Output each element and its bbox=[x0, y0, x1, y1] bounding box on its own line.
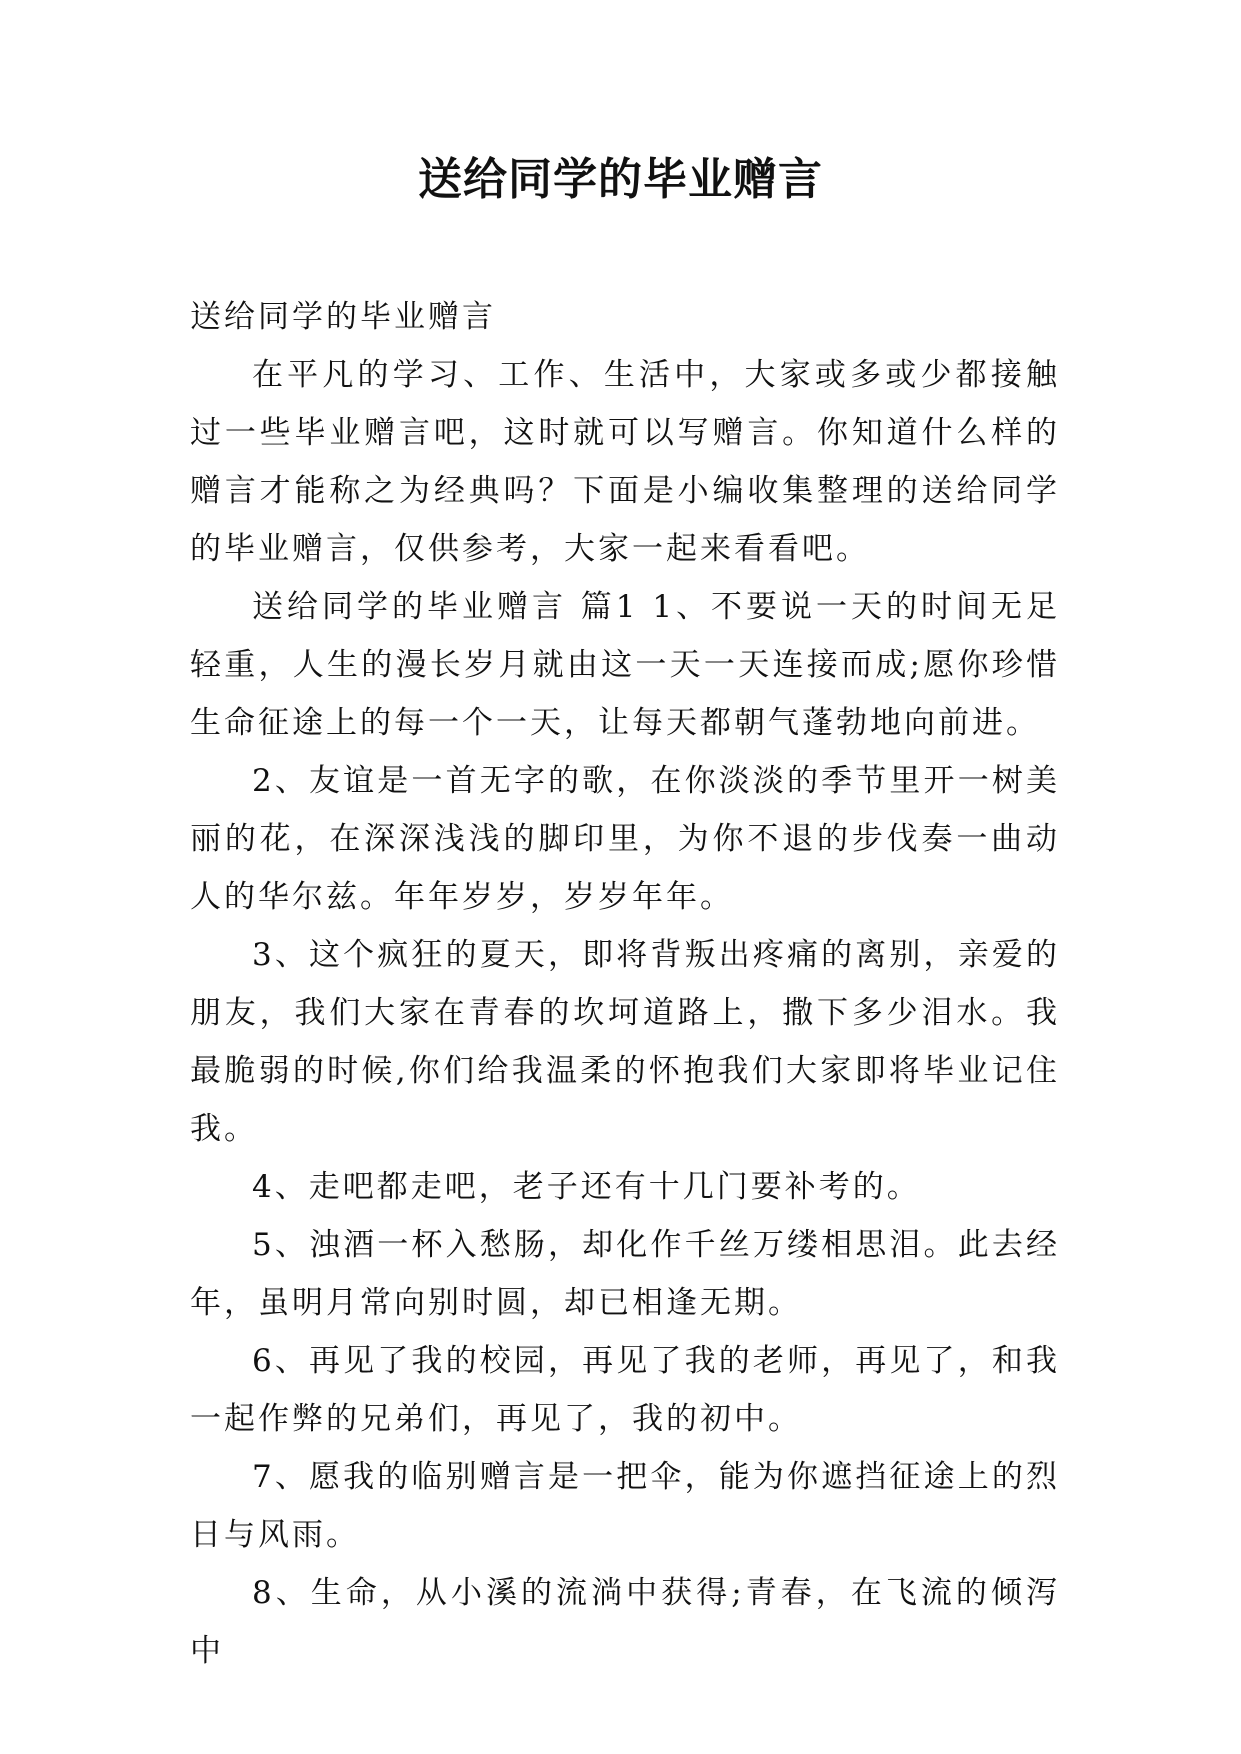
document-body bbox=[190, 288, 1060, 1680]
document-subtitle: 送给同学的毕业赠言 bbox=[190, 299, 496, 335]
paragraph-item-6: 6、再见了我的校园，再见了我的老师，再见了，和我一起作弊的兄弟们，再见了，我的初中。 bbox=[190, 1343, 1060, 1437]
paragraph-item-8: 8、生命，从小溪的流淌中获得;青春，在飞流的倾泻中 bbox=[190, 1575, 1060, 1669]
document-title: 送给同学的毕业赠言 bbox=[418, 154, 823, 205]
paragraph-intro: 在平凡的学习、工作、生活中，大家或多或少都接触过一些毕业赠言吧，这时就可以写赠言。你知道什么样的赠言才能称之为经典吗？下面是小编收集整理的送给同学的毕业赠言，仅供参考，大家一起来看看吧。 bbox=[190, 357, 1060, 567]
paragraph-item-5: 5、浊酒一杯入愁肠，却化作千丝万缕相思泪。此去经年，虽明月常向别时圆，却已相逢无期。 bbox=[190, 1227, 1060, 1321]
paragraph-item-4: 4、走吧都走吧，老子还有十几门要补考的。 bbox=[252, 1169, 921, 1205]
paragraph-section-1-item-1: 送给同学的毕业赠言 篇1 1、不要说一天的时间无足轻重，人生的漫长岁月就由这一天一天连接而成;愿你珍惜生命征途上的每一个一天，让每天都朝气蓬勃地向前进。 bbox=[190, 589, 1060, 741]
paragraph-item-3: 3、这个疯狂的夏天，即将背叛出疼痛的离别，亲爱的朋友，我们大家在青春的坎坷道路上，撒下多少泪水。我最脆弱的时候,你们给我温柔的怀抱我们大家即将毕业记住我。 bbox=[190, 937, 1060, 1147]
paragraph-item-2: 2、友谊是一首无字的歌，在你淡淡的季节里开一树美丽的花，在深深浅浅的脚印里，为你不退的步伐奏一曲动人的华尔兹。年年岁岁，岁岁年年。 bbox=[190, 763, 1060, 915]
paragraph-item-7: 7、愿我的临别赠言是一把伞，能为你遮挡征途上的烈日与风雨。 bbox=[190, 1459, 1060, 1553]
